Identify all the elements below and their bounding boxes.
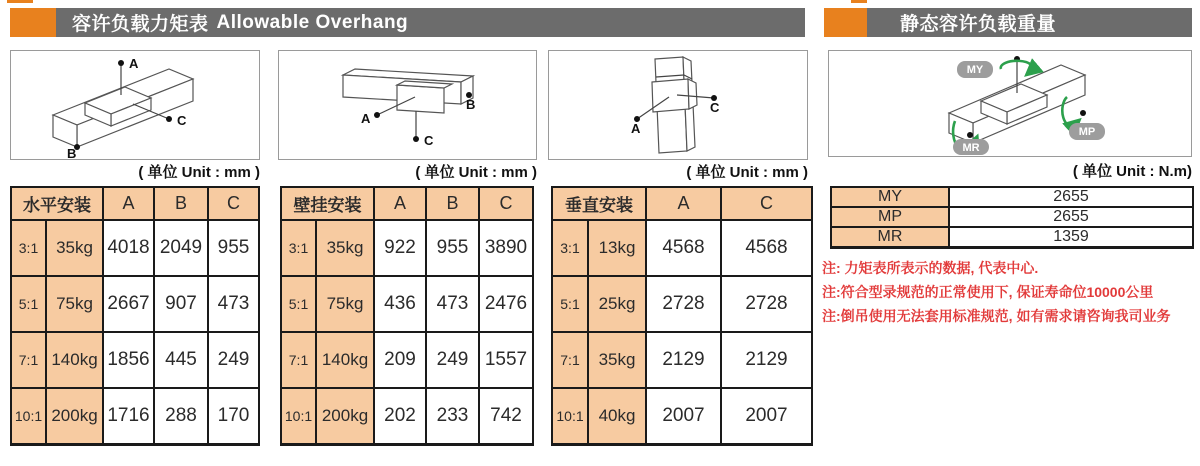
ratio-cell: 7:1: [11, 332, 46, 388]
moment-label-cell: MR: [831, 227, 949, 248]
value-cell: 249: [208, 332, 259, 388]
column-header: C: [721, 187, 812, 220]
column-header: B: [426, 187, 479, 220]
moment-label-cell: MY: [831, 187, 949, 207]
load-cell: 40kg: [588, 388, 646, 444]
value-cell: 907: [154, 276, 208, 332]
moment-value-cell: 1359: [949, 227, 1193, 248]
moment-value-cell: 2655: [949, 187, 1193, 207]
column-header: A: [103, 187, 154, 220]
column-header: C: [479, 187, 533, 220]
value-cell: 288: [154, 388, 208, 444]
value-cell: 955: [208, 220, 259, 276]
footnotes: [822, 256, 1170, 328]
column-header: B: [154, 187, 208, 220]
table-row: [11, 332, 259, 388]
mp-axis-dot: [1080, 110, 1086, 116]
point-c-dot: [413, 136, 419, 142]
value-cell: 4018: [103, 220, 154, 276]
horizontal-mount-drawing: [11, 51, 259, 159]
table-row: [11, 388, 259, 444]
table-row: [281, 276, 533, 332]
table-row: [11, 220, 259, 276]
load-cell: 75kg: [316, 276, 374, 332]
ratio-cell: 5:1: [11, 276, 46, 332]
value-cell: 436: [374, 276, 426, 332]
moment-label-cell: MP: [831, 207, 949, 227]
point-c-dot: [166, 116, 172, 122]
section-title-zh: 静态容许负载重量: [900, 14, 1057, 35]
value-cell: 2129: [721, 332, 812, 388]
load-cell: 25kg: [588, 276, 646, 332]
load-cell: 35kg: [588, 332, 646, 388]
diagram-static-moments: [828, 50, 1192, 157]
load-cell: 35kg: [316, 220, 374, 276]
unit-label-mm: ( 单位 Unit : mm ): [415, 164, 537, 181]
mr-axis-dot: [967, 132, 973, 138]
section-accent-square: [824, 8, 867, 37]
footnote-line: 注:倒吊使用无法套用标准规范, 如有需求请咨询我司业务: [822, 308, 1171, 324]
table-title: 水平安装: [11, 187, 103, 220]
ratio-cell: 3:1: [11, 220, 46, 276]
ratio-cell: 5:1: [281, 276, 316, 332]
vertical-mount-table: [551, 186, 813, 446]
table-row: [281, 332, 533, 388]
table-row: [11, 276, 259, 332]
value-cell: 4568: [721, 220, 812, 276]
top-accent-line: [7, 0, 33, 3]
value-cell: 473: [208, 276, 259, 332]
value-cell: 473: [426, 276, 479, 332]
point-a-dot: [374, 112, 380, 118]
point-a-label: A: [361, 111, 371, 126]
table-header-row: [552, 187, 812, 220]
table-title: 壁挂安装: [281, 187, 374, 220]
table-row: [552, 276, 812, 332]
ratio-cell: 3:1: [552, 220, 588, 276]
value-cell: 209: [374, 332, 426, 388]
value-cell: 2728: [721, 276, 812, 332]
horizontal-mount-table: [10, 186, 260, 446]
unit-label-mm: ( 单位 Unit : mm ): [686, 164, 808, 181]
value-cell: 2728: [646, 276, 721, 332]
point-b-label: B: [67, 146, 77, 159]
section-title-zh: 容许负载力矩表: [72, 14, 209, 35]
column-header: C: [208, 187, 259, 220]
value-cell: 202: [374, 388, 426, 444]
mr-badge-label: MR: [962, 142, 980, 154]
load-cell: 140kg: [316, 332, 374, 388]
value-cell: 1557: [479, 332, 533, 388]
table-row: [831, 227, 1193, 248]
table-row: [831, 187, 1193, 207]
column-header: A: [646, 187, 721, 220]
static-moments-drawing: [829, 51, 1191, 156]
slider-front-face: [397, 85, 444, 113]
point-c-label: C: [424, 133, 434, 148]
section-header-allowable-overhang: [56, 8, 805, 37]
table-row: [552, 388, 812, 444]
value-cell: 922: [374, 220, 426, 276]
ratio-cell: 10:1: [281, 388, 316, 444]
point-c-label: C: [177, 113, 187, 128]
table-header-row: [281, 187, 533, 220]
value-cell: 170: [208, 388, 259, 444]
table-row: [281, 388, 533, 444]
footnote-line: 注: 力矩表所表示的数据, 代表中心.: [822, 260, 1039, 276]
diagram-vertical-mount: [548, 50, 808, 160]
unit-label-nm: ( 单位 Unit : N.m): [1072, 163, 1192, 180]
value-cell: 955: [426, 220, 479, 276]
table-row: [831, 207, 1193, 227]
value-cell: 1716: [103, 388, 154, 444]
unit-label-mm: ( 单位 Unit : mm ): [138, 164, 260, 181]
ratio-cell: 5:1: [552, 276, 588, 332]
point-b-label: B: [466, 97, 476, 112]
load-cell: 140kg: [46, 332, 103, 388]
column-header: A: [374, 187, 426, 220]
value-cell: 2476: [479, 276, 533, 332]
point-a-label: A: [129, 56, 139, 71]
ratio-cell: 7:1: [281, 332, 316, 388]
wall-mount-table: [280, 186, 534, 446]
value-cell: 445: [154, 332, 208, 388]
point-a-dot: [118, 60, 124, 66]
point-a-label: A: [631, 121, 641, 136]
value-cell: 249: [426, 332, 479, 388]
load-cell: 75kg: [46, 276, 103, 332]
load-cell: 200kg: [316, 388, 374, 444]
vertical-mount-drawing: [549, 51, 807, 159]
section-title-en: Allowable Overhang: [216, 11, 409, 33]
wall-mount-drawing: [279, 51, 536, 159]
value-cell: 742: [479, 388, 533, 444]
my-badge-label: MY: [966, 64, 984, 76]
value-cell: 2667: [103, 276, 154, 332]
slider-side-face: [688, 79, 697, 109]
load-cell: 35kg: [46, 220, 103, 276]
table-title: 垂直安装: [552, 187, 646, 220]
footnote-line: 注:符合型录规范的正常使用下, 保证寿命位10000公里: [822, 284, 1154, 300]
moment-value-cell: 2655: [949, 207, 1193, 227]
ratio-cell: 10:1: [552, 388, 588, 444]
value-cell: 4568: [646, 220, 721, 276]
diagram-horizontal-mount: [10, 50, 260, 160]
point-c-label: C: [710, 100, 720, 115]
table-row: [281, 220, 533, 276]
value-cell: 233: [426, 388, 479, 444]
value-cell: 2007: [721, 388, 812, 444]
table-header-row: [11, 187, 259, 220]
load-cell: 200kg: [46, 388, 103, 444]
value-cell: 1856: [103, 332, 154, 388]
value-cell: 2007: [646, 388, 721, 444]
section-header-static-load: [867, 8, 1192, 37]
table-row: [552, 220, 812, 276]
ratio-cell: 3:1: [281, 220, 316, 276]
top-accent-line: [851, 0, 867, 3]
ratio-cell: 10:1: [11, 388, 46, 444]
value-cell: 2049: [154, 220, 208, 276]
static-load-table: [830, 186, 1194, 249]
ratio-cell: 7:1: [552, 332, 588, 388]
value-cell: 3890: [479, 220, 533, 276]
load-cell: 13kg: [588, 220, 646, 276]
section-accent-square: [10, 8, 56, 37]
value-cell: 2129: [646, 332, 721, 388]
mp-badge-label: MP: [1078, 126, 1096, 138]
diagram-wall-mount: [278, 50, 537, 160]
table-row: [552, 332, 812, 388]
